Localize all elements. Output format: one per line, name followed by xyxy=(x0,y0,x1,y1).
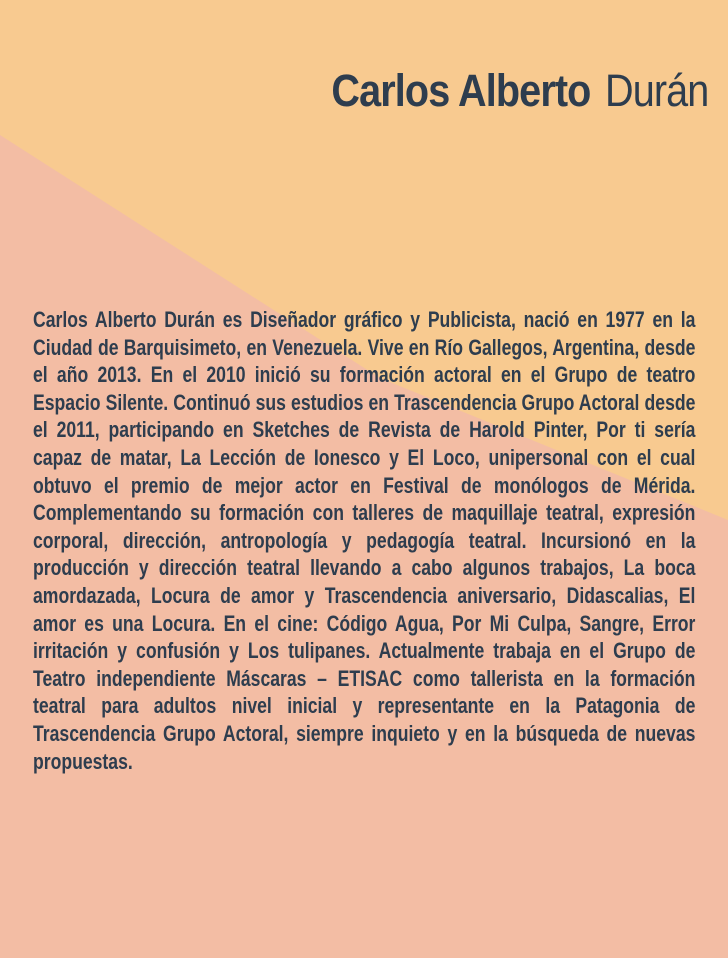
title-first-names: Carlos Alberto xyxy=(330,65,601,116)
page-header xyxy=(280,66,708,116)
bio-paragraph: Carlos Alberto Durán es Diseñador gráfico y Publicista, nació en 1977 en la Ciudad de Barquisimeto, en Venezuela. Vive en Río Gallegos, Argentina, desde el año 2013. En el 2010 inició su formación actoral en el Grupo de teatro Espacio Silente. Continuó sus estudios en Trascendencia Grupo Actoral desde el 2011, participando en Sketches de Revista de Harold Pinter, Por ti sería capaz de matar, La Lección de Ionesco y El Loco, unipersonal con el cual obtuvo el premio de mejor actor en Festival de monólogos de Mérida. Complementando su formación con talleres de maquillaje teatral, expresión corporal, dirección, antropología y pedagogía teatral. Incursionó en la producción y dirección teatral llevando a cabo algunos trabajos, La boca amordazada, Locura de amor y Trascendencia aniversario, Didascalias, El amor es una Locura. En el cine: Código Agua, Por Mi Culpa, Sangre, Error irritación y confusión y Los tulipanes. Actualmente trabaja en el Grupo de Teatro independiente Máscaras – ETISAC como tallerista en la formación teatral para adultos nivel inicial y representante en la Patagonia de Trascendencia Grupo Actoral, siempre inquieto y en la búsqueda de nuevas propuestas. xyxy=(33,307,696,774)
bio-section xyxy=(33,306,695,775)
title-surname: Durán xyxy=(604,65,708,116)
page-title xyxy=(331,66,708,116)
